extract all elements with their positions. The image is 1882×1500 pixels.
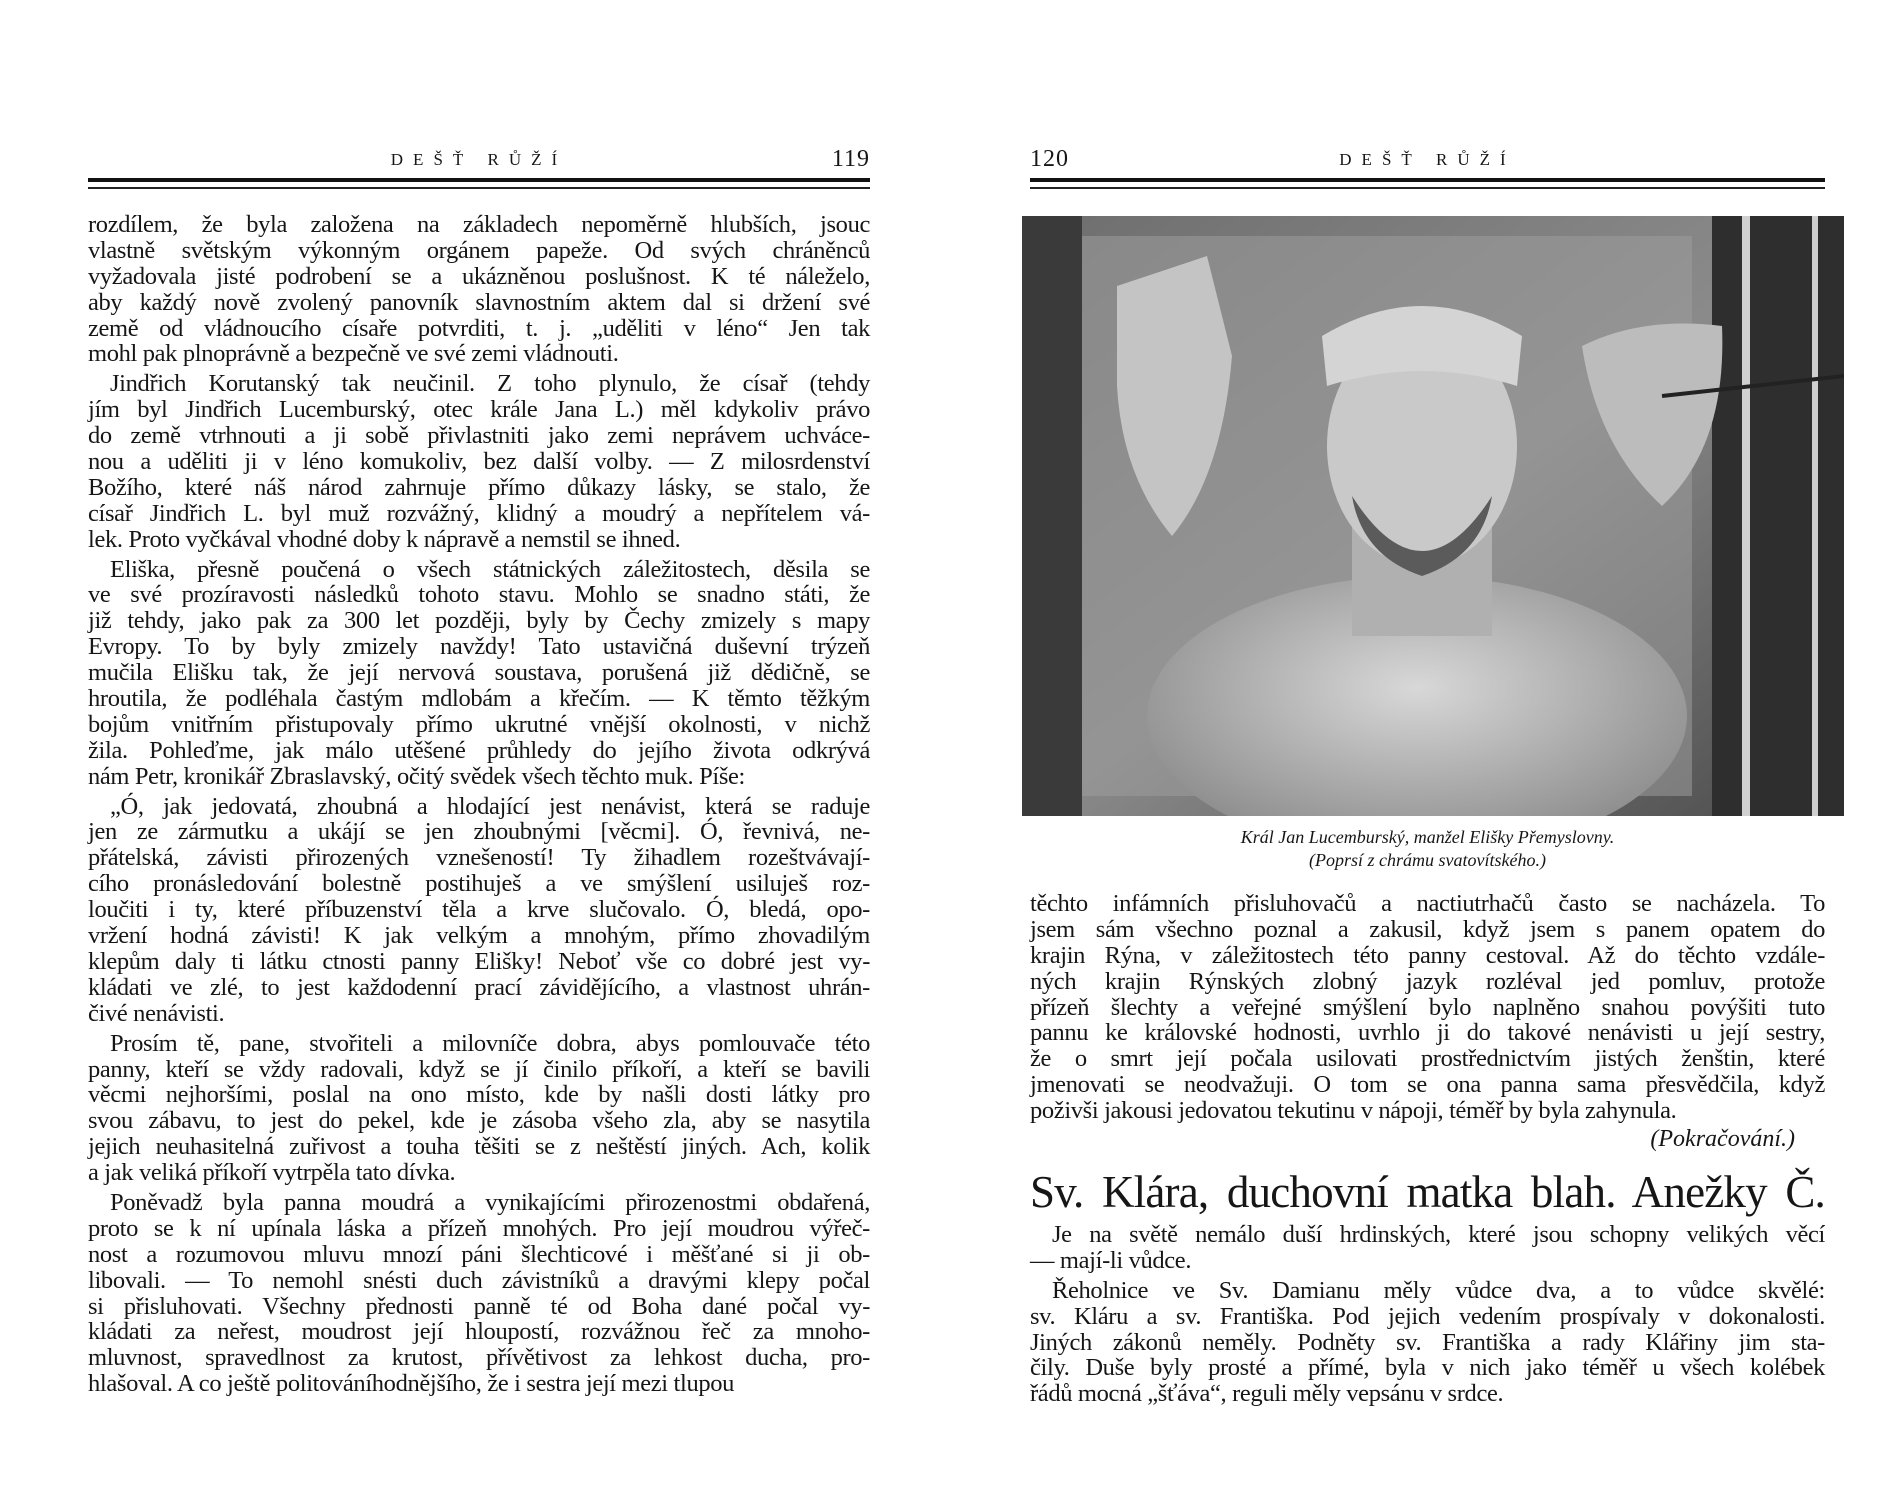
page-number: 120 [1030, 146, 1069, 172]
text-line: „Ó, jak jedovatá, zhoubná a hlodající jest nenávist, která se raduje [110, 792, 870, 820]
paragraph [1030, 1222, 1825, 1274]
paragraph [88, 1190, 870, 1397]
text-line: vržení hodná závisti! K jak velkým a mnohým, přímo zhovadilým [88, 922, 870, 950]
text-line: klepům daly ti látku ctnosti panny Elišky! Neboť vše co dobré jest vy- [88, 947, 870, 975]
text-line: jím byl Jindřich Lucemburský, otec krále Jana L.) měl kdykoliv právo [88, 396, 870, 424]
text-line: nou a uděliti ji v léno komukoliv, bez další volby. — Z milosrdenství [88, 448, 870, 476]
text-line: loučiti i ty, které příbuzenství těla a krve slučovalo. Ó, bledá, opo- [88, 896, 870, 924]
text-line: ve své prozíravosti následků tohoto stavu. Mohlo se snadno státi, že [88, 581, 870, 609]
paragraph [88, 1031, 870, 1186]
paragraph [88, 794, 870, 1027]
paragraph [1030, 891, 1825, 1124]
header-rule-thick [1030, 178, 1825, 182]
text-line: mučila Elišku tak, že její nervová soustava, porušená již dědičně, se [88, 659, 870, 687]
text-line: že o smrt její počala usilovati prostřednictvím jistých ženštin, které [1030, 1045, 1825, 1073]
text-line: přátelská, závisti přirozených vznešeností! Ty žihadlem rozeštvávají- [88, 844, 870, 872]
article-heading: Sv. Klára, duchovní matka blah. Anežky Č. [1030, 1167, 1825, 1217]
text-line: Řeholnice ve Sv. Damianu měly vůdce dva, a to vůdce skvělé: [1052, 1276, 1825, 1304]
text-line: lek. Proto vyčkával vhodné doby k nápravě a nemstil se ihned. [88, 525, 681, 553]
text-line: těchto infámních přisluhovačů a nactiutrhačů často se nacházela. To [1030, 890, 1825, 917]
text-line: hroutila, že podléhala častým mdlobám a křečím. — K těmto těžkým [88, 685, 870, 713]
bust-image [1022, 216, 1844, 816]
text-line: krajin Rýna, v záležitostech této panny cestoval. Až do těchto vzdále- [1030, 941, 1825, 969]
text-line: kládati za neřest, moudrost její hloupostí, rozvážnou řeč za mnoho- [88, 1318, 870, 1346]
right-text-column [1030, 891, 1825, 1128]
text-line: vyžadovala jisté podrobení se a ukázněnou poslušnost. K té náleželo, [88, 262, 870, 290]
text-line: již tehdy, jako pak za 300 let později, byly by Čechy zmizely s mapy [88, 607, 870, 635]
text-line: přízeň šlechty a veřejné smýšlení bylo naplněno snahou povýšiti tuto [1030, 993, 1825, 1021]
text-line: nost a rozumovou mluvu mnozí páni šlechticové i měšťané si ji ob- [88, 1240, 870, 1268]
text-line: Evropy. To by byly zmizely navždy! Tato ustavičná duševní trýzeň [88, 633, 870, 661]
text-line: svou zábavu, to jest do pekel, kde je zásoba všeho zla, aby se nasytila [88, 1107, 870, 1135]
text-line: si přisluhovati. Všechny přednosti panně té od Boha dané počal vy- [88, 1292, 870, 1320]
text-line: Je na světě nemálo duší hrdinských, které jsou schopny velikých věcí [1052, 1221, 1825, 1248]
text-line: Eliška, přesně poučená o všech státnických záležitostech, děsila se [110, 555, 870, 583]
text-line: aby každý nově zvolený panovník slavnostním aktem dal si držení své [88, 288, 870, 316]
article-text-column [1030, 1222, 1825, 1411]
caption-line: (Poprsí z chrámu svatovítského.) [1309, 850, 1546, 870]
text-line: císař Jindřich L. byl muž rozvážný, klidný a moudrý a nepřítelem vá- [88, 499, 870, 527]
text-line: rozdílem, že byla založena na základech nepoměrně hlubších, jsouc [88, 211, 870, 238]
text-line: pannu ke královské hodnosti, uvrhlo ji do takové nenávisti u její sestry, [1030, 1019, 1825, 1047]
text-line: žila. Pohleďme, jak málo utěšené průhledy do jejího života odkrývá [88, 736, 870, 764]
text-line: poživši jakousi jedovatou tekutinu v nápoji, téměř by byla zahynula. [1030, 1097, 1677, 1125]
text-line: Prosím tě, pane, stvořiteli a milovníče dobra, abys pomlouvače této [110, 1029, 870, 1057]
text-line: ných krajin Rýnských zlobný jazyk rozléval jed pomluv, protože [1030, 967, 1825, 995]
text-line: libovali. — To nemohl snésti duch závistníků a dravými klepy počal [88, 1266, 870, 1294]
text-line: proto se k ní upínala láska a přízeň mnohých. Pro její moudrou výřeč- [88, 1214, 870, 1242]
text-line: cího pronásledování bolestně postihuješ a ve smýšlení usiluješ roz- [88, 870, 870, 898]
text-line: Jindřich Korutanský tak neučinil. Z toho plynulo, že císař (tehdy [110, 370, 870, 398]
figure-caption [1030, 826, 1825, 872]
text-line: Poněvadž byla panna moudrá a vynikajícími přirozenostmi obdařená, [110, 1188, 870, 1216]
text-line: země od vládnoucího císaře potvrditi, t. j. „uděliti v léno“ Jen tak [88, 314, 870, 342]
header-rule-thin [1030, 187, 1825, 189]
text-line: sv. Kláru a sv. Františka. Pod jejich vedením prospívaly v dokonalosti. [1030, 1302, 1825, 1330]
text-line: jmenovati se neodvažuji. O tom se ona panna sama přesvědčila, když [1030, 1071, 1825, 1099]
paragraph [88, 557, 870, 790]
left-text-column [88, 212, 870, 1401]
continued-label: (Pokračování.) [1650, 1126, 1795, 1152]
text-line: vlastně světským výkonným orgánem papeže. Od svých chráněnců [88, 236, 870, 264]
paragraph [1030, 1278, 1825, 1407]
paragraph [88, 212, 870, 367]
text-line: čily. Duše byly prosté a přímé, byla v nich jako téměř u všech kolébek [1030, 1354, 1825, 1382]
text-line: řádů mocná „šťáva“, reguli měly vepsánu v srdce. [1030, 1380, 1504, 1408]
text-line: a jak veliká příkoří vytrpěla tato dívka. [88, 1159, 456, 1187]
running-header [88, 146, 870, 176]
text-line: kládati ve zlé, to jest každodenní prací závidějícího, a vlastnost uhrán- [88, 973, 870, 1001]
caption-line: Král Jan Lucemburský, manžel Elišky Přemyslovny. [1240, 827, 1615, 847]
text-line: čivé nenávisti. [88, 999, 225, 1027]
running-title: DEŠŤ RŮŽÍ [390, 150, 568, 169]
text-line: bojům vnitřním přistupovaly přímo ukrutné vnější okolnosti, v nichž [88, 710, 870, 738]
text-line: jsem sám všechno poznal a zakusil, když jsem s panem opatem do [1030, 915, 1825, 943]
text-line: do země vtrhnouti a ji sobě přivlastniti jako zemi neprávem uchváce- [88, 422, 870, 450]
running-header [1030, 146, 1825, 176]
text-line: jejich neuhasitelná zuřivost a touha těšiti se z neštěstí jiných. Ach, kolik [88, 1133, 870, 1161]
paragraph [88, 371, 870, 552]
text-line: mluvnost, spravedlnost za krutost, přívětivost za lehkost ducha, pro- [88, 1344, 870, 1372]
text-line: panny, kteří se vždy radovali, když se jí činilo příkoří, a kteří se bavili [88, 1055, 870, 1083]
text-line: hlašoval. A co ještě politováníhodnějšího, že i sestra její mezi tlupou [88, 1370, 735, 1398]
page-number: 119 [831, 146, 870, 172]
text-line: jen ze zármutku a ukájí se jen zhoubnými [věcmi]. Ó, řevnivá, ne- [88, 818, 870, 846]
header-rule-thick [88, 178, 870, 182]
text-line: Božího, které náš národ zahrnuje přímo důkazy lásky, se stalo, že [88, 473, 870, 501]
header-rule-thin [88, 187, 870, 189]
bust-photograph [1022, 216, 1844, 816]
text-line: nám Petr, kronikář Zbraslavský, očitý svědek všech těchto muk. Píše: [88, 762, 745, 790]
text-line: věcmi nejhoršími, poslal na ono místo, kde by našli dosti látky pro [88, 1081, 870, 1109]
text-line: — mají-li vůdce. [1030, 1246, 1192, 1274]
running-title: DEŠŤ RŮŽÍ [1339, 150, 1516, 169]
text-line: Jiných zákonů neměly. Podněty sv. Františka a rady Klářiny jim sta- [1030, 1328, 1825, 1356]
text-line: mohl pak plnoprávně a bezpečně ve své zemi vládnouti. [88, 340, 619, 368]
